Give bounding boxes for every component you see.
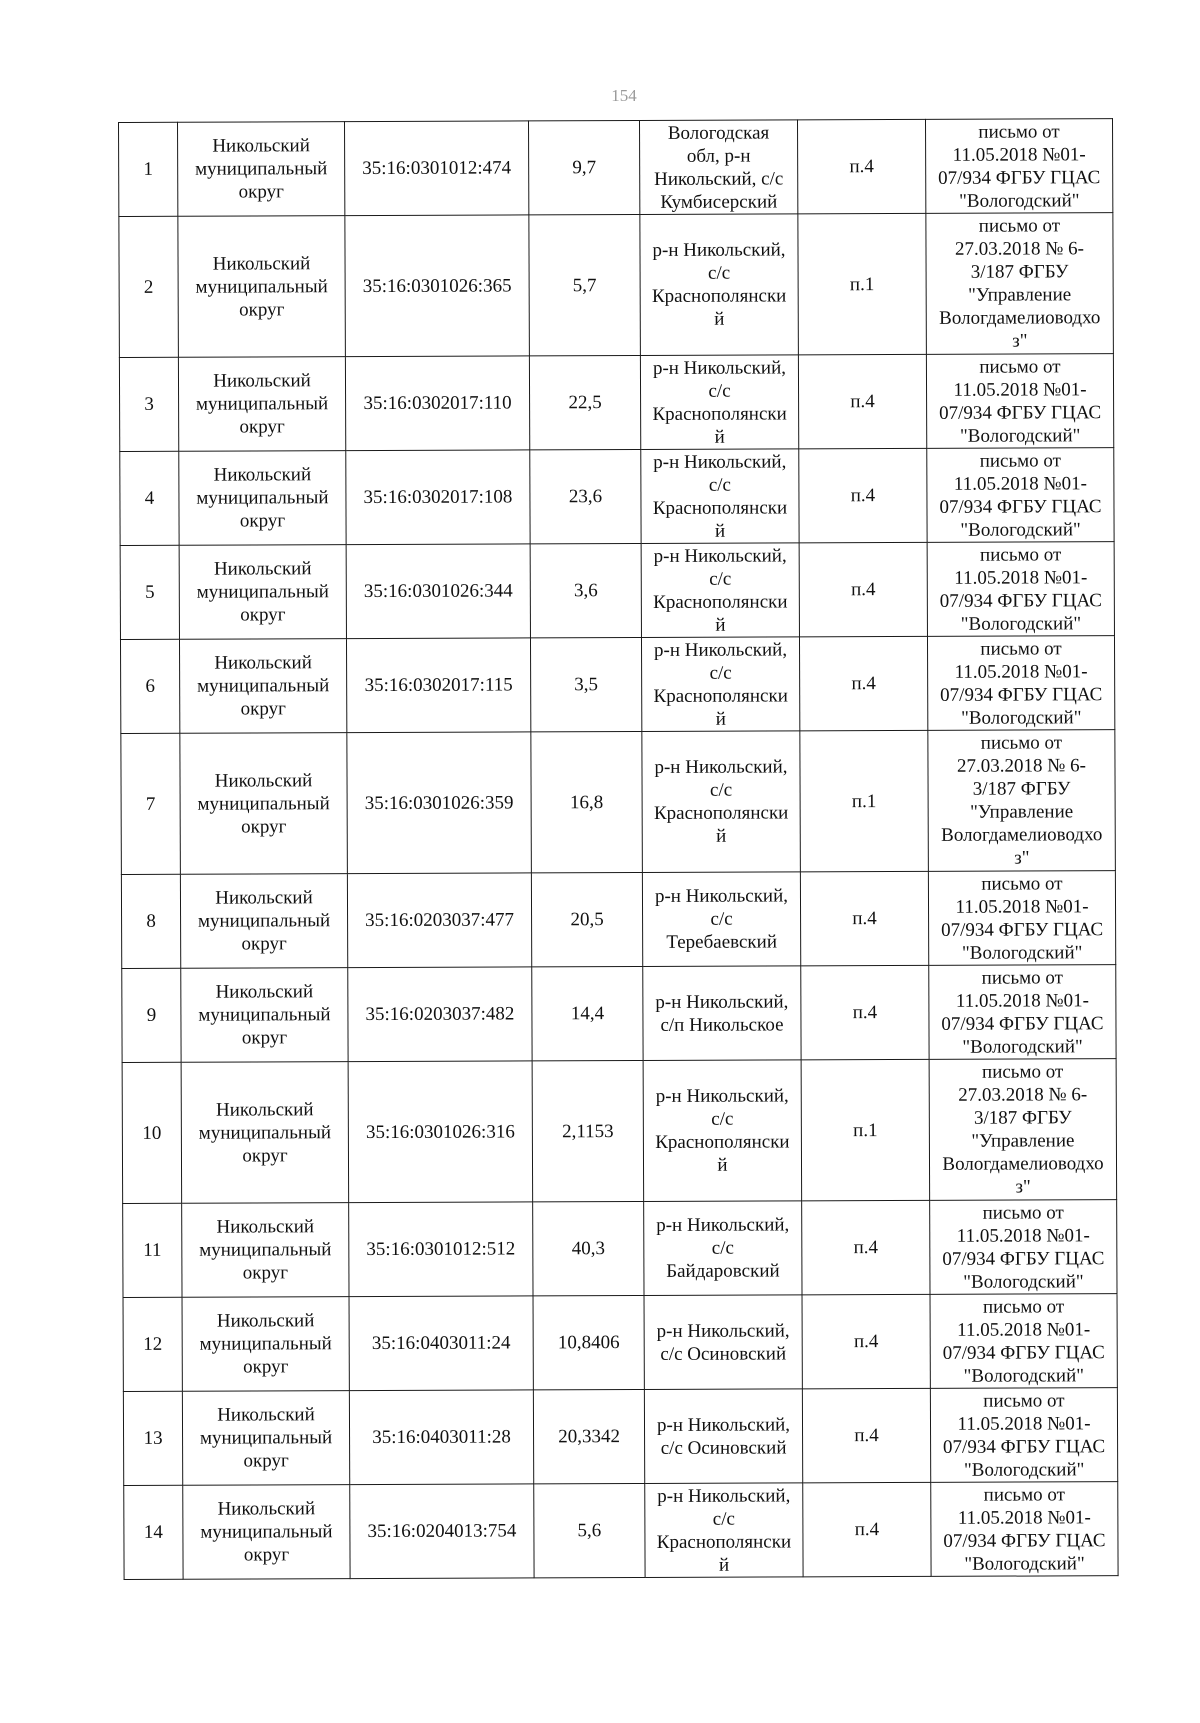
basis-document: письмо от 11.05.2018 №01- 07/934 ФГБУ ГЦАС "Вологодский" [927,636,1114,731]
item: п.4 [797,119,925,213]
address: р-н Никольский, с/с Теребаевский [642,872,800,967]
table-row [123,1200,1117,1298]
address: р-н Никольский, с/с Краснополянски й [641,449,799,544]
cadastral-number: 35:16:0403011:28 [349,1390,533,1485]
item: п.4 [803,1482,931,1576]
cadastral-number: 35:16:0302017:110 [345,356,529,451]
table-row [119,354,1113,452]
area: 22,5 [529,355,640,449]
address: р-н Никольский, с/с Осиновский [644,1389,802,1484]
page-number: 154 [611,86,637,105]
cadastral-number: 35:16:0403011:24 [349,1296,533,1391]
municipality: Никольский муниципальный округ [180,874,347,969]
address: р-н Никольский, с/с Краснополянски й [643,1060,802,1202]
cadastral-number: 35:16:0204013:754 [350,1484,534,1579]
basis-document: письмо от 27.03.2018 № 6- 3/187 ФГБУ "Управление Вологдамелиоводхо з" [928,730,1116,872]
table-row [122,965,1116,1063]
basis-document: письмо от 27.03.2018 № 6- 3/187 ФГБУ "Управление Вологдамелиоводхо з" [926,213,1114,355]
municipality: Никольский муниципальный округ [179,545,346,640]
area: 16,8 [531,731,643,872]
cadastral-number: 35:16:0301026:316 [348,1061,533,1203]
cadastral-number: 35:16:0301026:359 [347,732,532,874]
row-number: 6 [120,639,179,733]
row-number: 8 [121,874,180,968]
municipality: Никольский муниципальный округ [182,1203,349,1298]
municipality: Никольский муниципальный округ [180,733,348,875]
area: 3,5 [530,637,641,731]
basis-document: письмо от 11.05.2018 №01- 07/934 ФГБУ ГЦАС "Вологодский" [925,119,1112,214]
row-number: 1 [119,122,178,216]
table-row [119,119,1113,217]
table-row [124,1482,1118,1580]
area: 2,1153 [532,1060,644,1201]
item: п.4 [802,1200,930,1294]
table-row [122,1059,1117,1204]
item: п.4 [799,448,927,542]
item: п.4 [800,871,928,965]
address: р-н Никольский, с/с Байдаровский [644,1201,802,1296]
municipality: Никольский муниципальный округ [178,357,345,452]
item: п.1 [798,213,927,354]
row-number: 9 [122,968,181,1062]
row-number: 3 [119,357,178,451]
address: р-н Никольский, с/с Осиновский [644,1295,802,1390]
area: 20,5 [531,872,642,966]
municipality: Никольский муниципальный округ [182,1297,349,1392]
row-number: 7 [121,733,181,874]
row-number: 2 [119,216,179,357]
area: 5,6 [534,1483,645,1577]
address: Вологодская обл, р-н Никольский, с/с Кумбисерский [639,120,797,215]
address: р-н Никольский, с/с Краснополянски й [642,731,801,873]
cadastral-number: 35:16:0301012:512 [349,1202,533,1297]
area: 9,7 [528,120,639,214]
table-row [121,730,1116,875]
basis-document: письмо от 27.03.2018 № 6- 3/187 ФГБУ "Управление Вологдамелиоводхо з" [929,1059,1117,1201]
table-row [119,213,1114,358]
land-plots-table [118,118,1119,1580]
basis-document: письмо от 11.05.2018 №01- 07/934 ФГБУ ГЦАС "Вологодский" [926,354,1113,449]
area: 14,4 [532,966,643,1060]
area: 5,7 [529,214,641,355]
table-row [123,1388,1117,1486]
municipality: Никольский муниципальный округ [181,968,348,1063]
item: п.4 [801,965,929,1059]
municipality: Никольский муниципальный округ [179,639,346,734]
table-row [121,871,1115,969]
row-number: 13 [123,1391,182,1485]
address: р-н Никольский, с/с Краснополянски й [645,1483,803,1578]
cadastral-number: 35:16:0301026:365 [345,215,530,357]
item: п.4 [802,1294,930,1388]
basis-document: письмо от 11.05.2018 №01- 07/934 ФГБУ ГЦАС "Вологодский" [928,871,1115,966]
item: п.4 [799,542,927,636]
area: 3,6 [530,543,641,637]
row-number: 14 [124,1485,183,1579]
cadastral-number: 35:16:0302017:115 [346,638,530,733]
area: 10,8406 [533,1295,644,1389]
item: п.4 [802,1388,930,1482]
table-row [120,448,1114,546]
cadastral-number: 35:16:0301026:344 [346,544,530,639]
address: р-н Никольский, с/с Краснополянски й [641,637,799,732]
table-row [120,542,1114,640]
row-number: 11 [123,1203,182,1297]
row-number: 4 [120,451,179,545]
cadastral-number: 35:16:0302017:108 [346,450,530,545]
basis-document: письмо от 11.05.2018 №01- 07/934 ФГБУ ГЦАС "Вологодский" [930,1294,1117,1389]
item: п.1 [800,730,929,871]
basis-document: письмо от 11.05.2018 №01- 07/934 ФГБУ ГЦАС "Вологодский" [927,448,1114,543]
municipality: Никольский муниципальный округ [178,122,345,217]
basis-document: письмо от 11.05.2018 №01- 07/934 ФГБУ ГЦАС "Вологодский" [930,1200,1117,1295]
basis-document: письмо от 11.05.2018 №01- 07/934 ФГБУ ГЦАС "Вологодский" [927,542,1114,637]
municipality: Никольский муниципальный округ [181,1062,349,1204]
item: п.4 [799,636,927,730]
item: п.4 [798,354,926,448]
municipality: Никольский муниципальный округ [182,1391,349,1486]
basis-document: письмо от 11.05.2018 №01- 07/934 ФГБУ ГЦАС "Вологодский" [931,1482,1118,1577]
cadastral-number: 35:16:0301012:474 [345,121,529,216]
address: р-н Никольский, с/п Никольское [643,966,801,1061]
basis-document: письмо от 11.05.2018 №01- 07/934 ФГБУ ГЦАС "Вологодский" [929,965,1116,1060]
cadastral-number: 35:16:0203037:477 [347,873,531,968]
item: п.1 [801,1059,930,1200]
row-number: 12 [123,1297,182,1391]
area: 40,3 [533,1201,644,1295]
municipality: Никольский муниципальный округ [178,216,346,358]
area: 23,6 [530,449,641,543]
basis-document: письмо от 11.05.2018 №01- 07/934 ФГБУ ГЦАС "Вологодский" [930,1388,1117,1483]
area: 20,3342 [533,1389,644,1483]
municipality: Никольский муниципальный округ [183,1485,350,1580]
address: р-н Никольский, с/с Краснополянски й [641,543,799,638]
table-row [120,636,1114,734]
row-number: 5 [120,545,179,639]
cadastral-number: 35:16:0203037:482 [348,967,532,1062]
municipality: Никольский муниципальный округ [179,451,346,546]
table-row [123,1294,1117,1392]
row-number: 10 [122,1062,182,1203]
address: р-н Никольский, с/с Краснополянски й [640,214,799,356]
address: р-н Никольский, с/с Краснополянски й [640,355,798,450]
